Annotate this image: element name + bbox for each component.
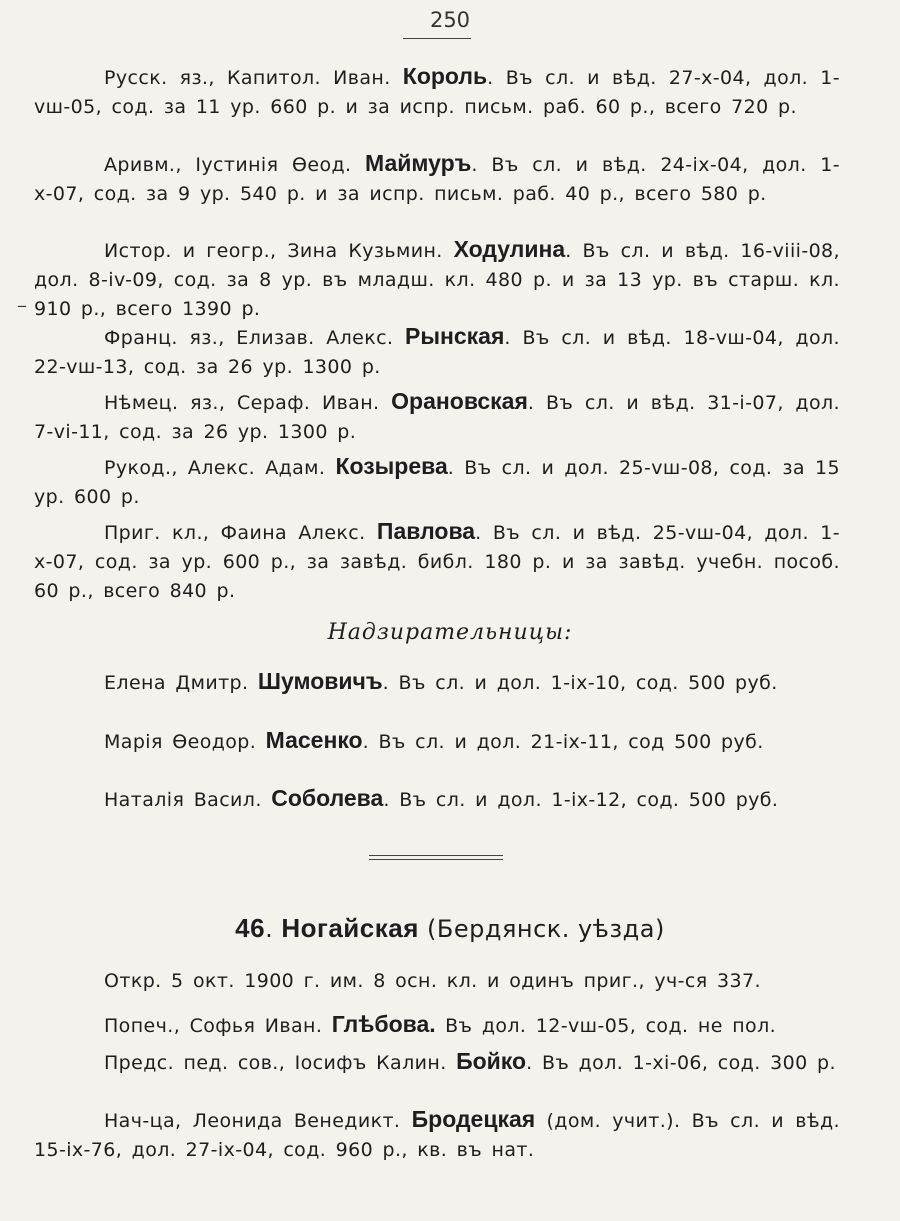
entry-masenko: [34, 726, 840, 757]
margin-mark: _: [18, 288, 26, 307]
entry-details: . Въ сл. и вѣд. 16-vііі-08, дол. 8-іv-09, сод. за 8 ур. въ младш. кл. 480 р. и за 13 ур. въ старш. кл. 910 р., всего 1390 р.: [34, 240, 840, 320]
entry-surname: Шумовичъ: [257, 668, 383, 694]
entry-prefix: Нач-ца, Леонида Венедикт.: [104, 1110, 412, 1132]
entry-surname: Козырева: [335, 453, 448, 479]
section-divider: [369, 855, 503, 860]
entry-opened: [34, 967, 840, 996]
entry-surname: Рынская: [405, 323, 505, 349]
entry-surname: Бродецкая: [411, 1106, 536, 1132]
entry-khodulina: [34, 235, 840, 324]
section-heading: [0, 913, 900, 944]
entry-details: (дом. учит.). Въ сл. и вѣд. 15-ix-76, дол. 27-ix-04, сод. 960 р., кв. въ нат.: [34, 1110, 840, 1161]
entry-prefix: Рукод., Алекс. Адам.: [104, 457, 336, 479]
entry-details: . Въ сл. и дол. 1-ix-12, сод. 500 руб.: [383, 789, 779, 811]
entry-prefix: Откр. 5 окт. 1900 г. им. 8 осн. кл. и одинъ приг., уч-ся 337.: [104, 970, 761, 992]
subheading-supervisors: Надзирательницы:: [327, 620, 573, 645]
entry-pavlova: [34, 517, 840, 606]
entry-prefix: Предс. пед. сов., Іосифъ Калин.: [104, 1052, 457, 1074]
entry-surname: Павлова: [376, 518, 476, 544]
section-number: 46: [235, 913, 266, 943]
entry-details: . Въ дол. 1-хі-06, сод. 300 р.: [526, 1052, 836, 1074]
entry-prefix: Нѣмец. яз., Сераф. Иван.: [104, 392, 392, 414]
entry-boiko: [34, 1047, 840, 1078]
entry-surname: Король: [402, 63, 488, 89]
page-number: 250: [429, 8, 471, 32]
entry-surname: Глѣбова.: [331, 1011, 436, 1037]
entry-brodetskaya: [34, 1105, 840, 1165]
entry-details: . Въ сл. и дол. 21-ix-11, сод 500 руб.: [362, 731, 764, 753]
entry-details: . Въ сл. и вѣд. 31-і-07, дол. 7-vі-11, сод. за 26 ур. 1300 р.: [34, 392, 840, 443]
entry-details: . Въ сл. и дол. 25-vш-08, сод. за 15 ур. 600 р.: [34, 457, 841, 508]
entry-surname: Маймуръ: [365, 150, 472, 176]
entry-kozyreva: [34, 452, 840, 512]
page-number-rule: [403, 38, 471, 39]
entry-prefix: Приг. кл., Фаина Алекс.: [104, 522, 377, 544]
entry-prefix: Попеч., Софья Иван.: [104, 1015, 332, 1037]
section-number-dot: .: [265, 915, 282, 943]
entry-surname: Бойко: [456, 1048, 527, 1074]
entry-prefix: Франц. яз., Елизав. Алекс.: [104, 327, 405, 349]
entry-details: . Въ сл. и дол. 1-ix-10, сод. 500 руб.: [382, 672, 778, 694]
entry-details: . Въ сл. и вѣд. 25-vш-04, дол. 1-х-07, сод. за ур. 600 р., за завѣд. библ. 180 р. и за завѣд. учебн. пособ. 60 р., всего 840 р.: [34, 522, 840, 602]
entry-prefix: Русск. яз., Капитол. Иван.: [104, 67, 403, 89]
entry-details: Въ дол. 12-vш-05, сод. не пол.: [435, 1015, 777, 1037]
section-subtitle: (Бердянск. уѣзда): [427, 915, 665, 943]
entry-details: . Въ сл. и вѣд. 27-х-04, дол. 1-vш-05, сод. за 11 ур. 660 р. и за испр. письм. раб. 60 р., всего 720 р.: [34, 67, 840, 118]
entry-oranovskaya: [34, 387, 840, 447]
entry-glebova: [34, 1010, 840, 1041]
section-name: Ногайская: [281, 913, 419, 943]
entry-prefix: Елена Дмитр.: [104, 672, 258, 694]
entry-shumovich: [34, 667, 840, 698]
entry-prefix: Марія Өеодор.: [104, 731, 266, 753]
entry-surname: Орановская: [391, 388, 528, 414]
entry-maimur: [34, 149, 840, 209]
entry-surname: Ходулина: [453, 236, 566, 262]
entry-korol: [34, 62, 840, 122]
entry-prefix: Истор. и геогр., Зина Кузьмин.: [104, 240, 454, 262]
entry-prefix: Аривм., Іустинія Өеод.: [104, 154, 366, 176]
entry-rynskaya: [34, 322, 840, 382]
entry-details: . Въ сл. и вѣд. 24-ix-04, дол. 1-х-07, сод. за 9 ур. 540 р. и за испр. письм. раб. 40 р., всего 580 р.: [34, 154, 840, 205]
entry-details: . Въ сл. и вѣд. 18-vш-04, дол. 22-vш-13, сод. за 26 ур. 1300 р.: [34, 327, 840, 378]
entry-soboleva: [34, 784, 840, 815]
entry-prefix: Наталія Васил.: [104, 789, 272, 811]
entry-surname: Соболева: [271, 785, 384, 811]
entry-surname: Масенко: [265, 727, 363, 753]
